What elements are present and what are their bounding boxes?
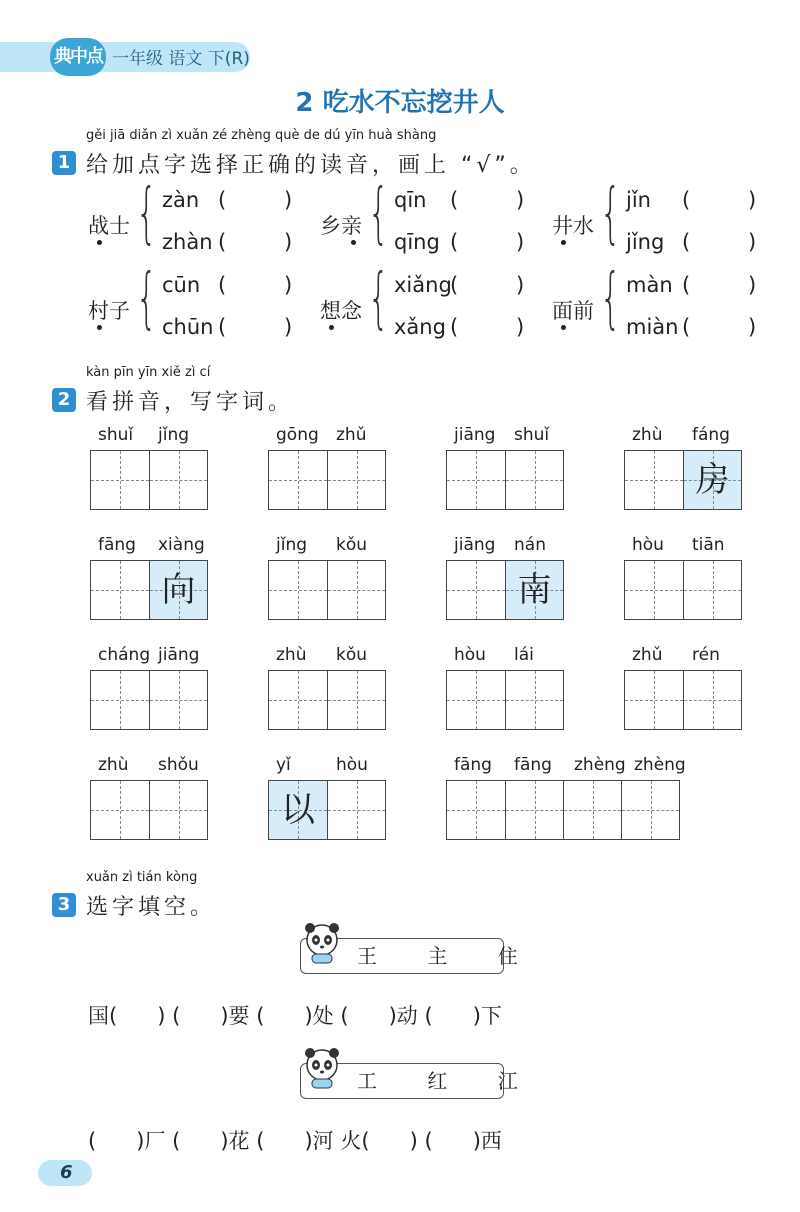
pinyin-label: jiāng: [454, 425, 496, 445]
blank-char-cell[interactable]: [149, 451, 207, 509]
blank-char-cell[interactable]: [625, 671, 683, 729]
pinyin-label: jiāng: [158, 645, 200, 665]
book-title: 一年级 语文 下(R): [112, 49, 250, 69]
group-word: 面前: [552, 299, 594, 323]
answer-paren-open[interactable]: (: [450, 315, 459, 339]
pinyin-label: fāng: [454, 755, 492, 775]
section1-pinyin: gěi jiā diǎn zì xuǎn zé zhèng què de dú yīn huà shàng: [86, 128, 437, 143]
pinyin-label: zhǔ: [632, 645, 663, 665]
answer-paren-open[interactable]: (: [682, 188, 691, 212]
pinyin-label: yǐ: [276, 755, 291, 775]
group-word: 村子: [88, 299, 130, 323]
answer-paren-open[interactable]: (: [218, 188, 227, 212]
pinyin-option: xǎng: [394, 315, 446, 339]
pinyin-option: jǐng: [626, 230, 665, 254]
blank-char-cell[interactable]: [505, 451, 563, 509]
answer-paren-open[interactable]: (: [218, 273, 227, 297]
fill-line-2: ( )厂 ( )花 ( )河 火( ) ( )西: [88, 1129, 502, 1153]
pinyin-label: fáng: [692, 425, 730, 445]
pinyin-option: zàn: [162, 188, 200, 212]
word-choices-2: 工 红 江: [357, 1069, 522, 1093]
emphasis-dot: [351, 240, 356, 245]
answer-paren-close: ): [516, 315, 525, 339]
blank-char-cell[interactable]: [269, 671, 327, 729]
given-char: 南: [517, 570, 552, 610]
section2-badge: 2: [52, 388, 76, 412]
pinyin-label: xiàng: [158, 535, 205, 555]
blank-char-cell[interactable]: [91, 451, 149, 509]
pinyin-label: zhǔ: [336, 425, 367, 445]
answer-paren-close: ): [284, 273, 293, 297]
pinyin-option: jǐn: [626, 188, 651, 212]
pinyin-label: shǒu: [158, 755, 199, 775]
panda-icon: [300, 1045, 344, 1089]
pinyin-label: zhèng: [574, 755, 626, 775]
blank-char-cell[interactable]: [327, 561, 385, 619]
pinyin-label: tiān: [692, 535, 725, 555]
writing-grid: [446, 780, 680, 840]
blank-char-cell[interactable]: [505, 781, 563, 839]
section1-heading: 给加点字选择正确的读音，画上 “√”。: [86, 153, 536, 178]
answer-paren-close: ): [284, 188, 293, 212]
group-word: 战士: [88, 214, 130, 238]
blank-char-cell[interactable]: [563, 781, 621, 839]
book-logo: 典中点: [50, 38, 106, 76]
pinyin-label: hòu: [632, 535, 664, 555]
given-char: 房: [695, 460, 730, 500]
pinyin-label: gōng: [276, 425, 319, 445]
pinyin-label: kǒu: [336, 535, 368, 555]
blank-char-cell[interactable]: [91, 671, 149, 729]
emphasis-dot: [561, 325, 566, 330]
writing-grid: [90, 780, 208, 840]
pinyin-label: cháng: [98, 645, 151, 665]
answer-paren-open[interactable]: (: [218, 315, 227, 339]
answer-paren-close: ): [748, 273, 757, 297]
pinyin-label: fāng: [514, 755, 552, 775]
pinyin-label: fāng: [98, 535, 136, 555]
emphasis-dot: [97, 240, 102, 245]
writing-grid: [446, 450, 564, 510]
writing-grid: [446, 670, 564, 730]
writing-grid: [268, 560, 386, 620]
answer-paren-open[interactable]: (: [682, 230, 691, 254]
fill-line-1: 国( ) ( )要 ( )处 ( )动 ( )下: [88, 1004, 502, 1028]
brace: {: [368, 174, 389, 251]
blank-char-cell[interactable]: [327, 671, 385, 729]
writing-grid: [624, 450, 742, 510]
blank-char-cell[interactable]: [625, 561, 683, 619]
blank-char-cell[interactable]: [91, 561, 149, 619]
answer-paren-close: ): [516, 230, 525, 254]
answer-paren-open[interactable]: (: [218, 230, 227, 254]
pinyin-option: qīn: [394, 188, 427, 212]
blank-char-cell[interactable]: [269, 561, 327, 619]
emphasis-dot: [97, 325, 102, 330]
section3-pinyin: xuǎn zì tián kòng: [86, 870, 198, 885]
pinyin-label: zhù: [276, 645, 307, 665]
answer-paren-close: ): [516, 188, 525, 212]
blank-char-cell[interactable]: [327, 781, 385, 839]
blank-char-cell[interactable]: [625, 451, 683, 509]
blank-char-cell[interactable]: [149, 781, 207, 839]
word-choices-1: 王 主 住: [357, 944, 522, 968]
page-number: 6: [60, 1162, 73, 1183]
given-char: 向: [161, 570, 196, 610]
answer-paren-close: ): [748, 230, 757, 254]
pinyin-label: zhèng: [634, 755, 686, 775]
writing-grid: [90, 450, 208, 510]
brace: {: [600, 259, 621, 336]
group-word: 想念: [320, 299, 362, 323]
group-word: 乡亲: [320, 214, 362, 238]
pinyin-label: hòu: [454, 645, 486, 665]
given-char-cell: [683, 451, 741, 509]
pinyin-label: shuǐ: [98, 425, 134, 445]
group-word: 井水: [552, 214, 594, 238]
writing-grid: [268, 670, 386, 730]
brace: {: [136, 259, 157, 336]
pinyin-option: zhàn: [162, 230, 213, 254]
given-char: 以: [281, 790, 315, 830]
pinyin-option: chūn: [162, 315, 214, 339]
pinyin-label: shuǐ: [514, 425, 550, 445]
pinyin-option: cūn: [162, 273, 201, 297]
page-number-badge: [38, 1160, 92, 1186]
pinyin-label: lái: [514, 645, 534, 665]
blank-char-cell[interactable]: [91, 781, 149, 839]
section3-badge: 3: [52, 893, 76, 917]
answer-paren-open[interactable]: (: [450, 188, 459, 212]
blank-char-cell[interactable]: [683, 561, 741, 619]
pinyin-label: zhù: [632, 425, 663, 445]
pinyin-option: qīng: [394, 230, 440, 254]
section1-badge: 1: [52, 151, 76, 175]
given-char-cell: [149, 561, 207, 619]
section2-pinyin: kàn pīn yīn xiě zì cí: [86, 365, 211, 380]
pinyin-label: nán: [514, 535, 546, 555]
blank-char-cell[interactable]: [447, 781, 505, 839]
answer-paren-close: ): [284, 315, 293, 339]
writing-grid: [624, 670, 742, 730]
pinyin-option: miàn: [626, 315, 679, 339]
writing-grid: [446, 560, 564, 620]
given-char-cell: [269, 781, 327, 839]
writing-grid: [624, 560, 742, 620]
blank-char-cell[interactable]: [505, 671, 563, 729]
pinyin-option: xiǎng: [394, 273, 452, 297]
emphasis-dot: [561, 240, 566, 245]
pinyin-label: hòu: [336, 755, 368, 775]
answer-paren-open[interactable]: (: [682, 315, 691, 339]
answer-paren-open[interactable]: (: [450, 273, 459, 297]
pinyin-option: màn: [626, 273, 673, 297]
panda-icon: [300, 920, 344, 964]
blank-char-cell[interactable]: [149, 671, 207, 729]
answer-paren-close: ): [748, 188, 757, 212]
answer-paren-close: ): [284, 230, 293, 254]
pinyin-label: zhù: [98, 755, 129, 775]
pinyin-label: jǐng: [158, 425, 190, 445]
pinyin-label: jiāng: [454, 535, 496, 555]
writing-grid: [90, 670, 208, 730]
writing-grid: [90, 560, 208, 620]
pinyin-label: kǒu: [336, 645, 368, 665]
pinyin-label: jǐng: [276, 535, 308, 555]
section2-heading: 看拼音，写字词。: [86, 390, 295, 415]
answer-paren-close: ): [748, 315, 757, 339]
answer-paren-open[interactable]: (: [682, 273, 691, 297]
blank-char-cell[interactable]: [447, 671, 505, 729]
blank-char-cell[interactable]: [269, 451, 327, 509]
blank-char-cell[interactable]: [683, 671, 741, 729]
blank-char-cell[interactable]: [327, 451, 385, 509]
given-char-cell: [505, 561, 563, 619]
writing-grid: [268, 780, 386, 840]
pinyin-label: rén: [692, 645, 720, 665]
section3-heading: 选字填空。: [86, 895, 217, 920]
lesson-title: 2 吃水不忘挖井人: [295, 88, 505, 118]
brace: {: [368, 259, 389, 336]
blank-char-cell[interactable]: [447, 561, 505, 619]
brace: {: [136, 174, 157, 251]
brace: {: [600, 174, 621, 251]
answer-paren-open[interactable]: (: [450, 230, 459, 254]
answer-paren-close: ): [516, 273, 525, 297]
blank-char-cell[interactable]: [621, 781, 679, 839]
emphasis-dot: [329, 325, 334, 330]
blank-char-cell[interactable]: [447, 451, 505, 509]
writing-grid: [268, 450, 386, 510]
